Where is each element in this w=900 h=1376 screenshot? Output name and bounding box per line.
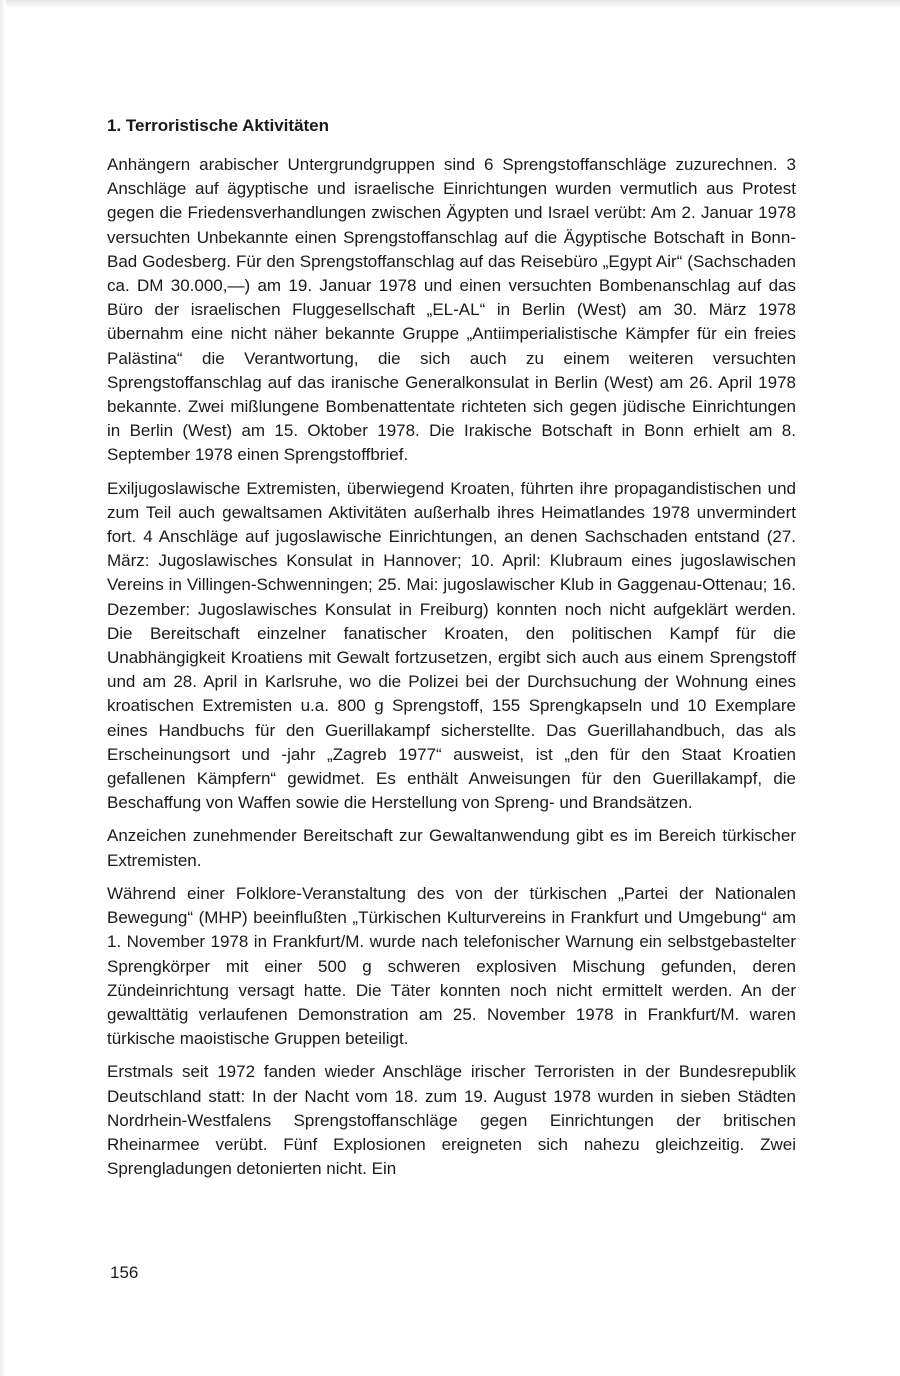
paragraph-irish-terrorists: Erstmals seit 1972 fanden wieder Anschläge irischer Terroristen in der Bundesrepublik Deutschland statt: In der Nacht vom 18. zum 19. August 1978 wurden in sieben Städten Nordrhein-Westfalens Sprengstoffanschläge gegen Einrichtungen der britischen Rheinarmee verübt. Fünf Explosionen ereigneten sich nahezu gleichzeitig. Zwei Sprengladungen detonierten nicht. Ein	[107, 1062, 796, 1179]
page-edge-shadow	[0, 0, 900, 8]
page-content	[107, 113, 796, 1190]
paragraph-turkish-extremists-detail: Während einer Folklore-Veranstaltung des von der türkischen „Partei der Nationalen Bewegung“ (MHP) beeinflußten „Türkischen Kulturvereins in Frankfurt und Umgebung“ am 1. November 1978 in Frankfurt/M. wurde nach telefonischer Warnung ein selbstgebastelter Sprengkörper mit einer 500 g schweren explosiven Mischung gefunden, deren Zündeinrichtung versagt hatte. Die Täter konnten noch nicht ermittelt werden. An der gewalttätig verlaufenen Demonstration am 25. November 1978 in Frankfurt/M. waren türkische maoistische Gruppen beteiligt.	[107, 883, 796, 1049]
page-edge-shadow-left	[0, 0, 6, 1376]
paragraph-arab-groups: Anhängern arabischer Untergrundgruppen sind 6 Sprengstoffanschläge zuzurechnen. 3 Anschläge auf ägyptische und israelische Einrichtungen wurden vermutlich aus Protest gegen die Friedensverhandlungen zwischen Ägypten und Israel verübt: Am 2. Januar 1978 versuchten Unbekannte einen Sprengstoffanschlag auf die Ägyptische Botschaft in Bonn-Bad Godesberg. Für den Sprengstoffanschlag auf das Reisebüro „Egypt Air“ (Sachschaden ca. DM 30.000,—) am 19. Januar 1978 und einen versuchten Bombenanschlag auf das Büro der israelischen Fluggesellschaft „EL-AL“ in Berlin (West) am 30. März 1978 übernahm eine nicht näher bekannte Gruppe „Antiimperialistische Kämpfer für ein freies Palästina“ die Verantwortung, die sich auch zu einem weiteren versuchten Sprengstoffanschlag auf das iranische Generalkonsulat in Berlin (West) am 26. April 1978 bekannte. Zwei mißlungene Bombenattentate richteten sich gegen jüdische Einrichtungen in Berlin (West) am 15. Oktober 1978. Die Irakische Botschaft in Bonn erhielt am 8. September 1978 einen Sprengstoffbrief.	[107, 155, 796, 465]
paragraph-yugoslav-extremists: Exiljugoslawische Extremisten, überwiegend Kroaten, führten ihre propagandistischen und zum Teil auch gewaltsamen Aktivitäten außerhalb ihres Heimatlandes 1978 unvermindert fort. 4 Anschläge auf jugoslawische Einrichtungen, an denen Sachschaden entstand (27. März: Jugoslawisches Konsulat in Hannover; 10. April: Klubraum eines jugoslawischen Vereins in Villingen-Schwenningen; 25. Mai: jugoslawischer Klub in Gaggenau-Ottenau; 16. Dezember: Jugoslawisches Konsulat in Freiburg) konnten noch nicht aufgeklärt werden. Die Bereitschaft einzelner fanatischer Kroaten, den politischen Kampf für die Unabhängigkeit Kroatiens mit Gewalt fortzusetzen, ergibt sich auch aus einem Sprengstoff und am 28. April in Karlsruhe, wo die Polizei bei der Durchsuchung der Wohnung eines kroatischen Extremisten u.a. 800 g Sprengstoff, 155 Sprengkapseln und 10 Exemplare eines Handbuchs für den Guerillakampf sicherstellte. Das Guerillahandbuch, das als Erscheinungsort und -jahr „Zagreb 1977“ ausweist, ist „den für den Staat Kroatien gefallenen Kämpfern“ gewidmet. Es enthält Anweisungen für den Guerillakampf, die Beschaffung von Waffen sowie die Herstellung von Spreng- und Brandsätzen.	[107, 478, 796, 813]
page-number: 156	[110, 1263, 139, 1282]
section-heading: 1. Terroristische Aktivitäten	[107, 116, 330, 135]
paragraph-turkish-extremists-intro: Anzeichen zunehmender Bereitschaft zur Gewaltanwendung gibt es im Bereich türkischer Extremisten.	[107, 826, 796, 870]
